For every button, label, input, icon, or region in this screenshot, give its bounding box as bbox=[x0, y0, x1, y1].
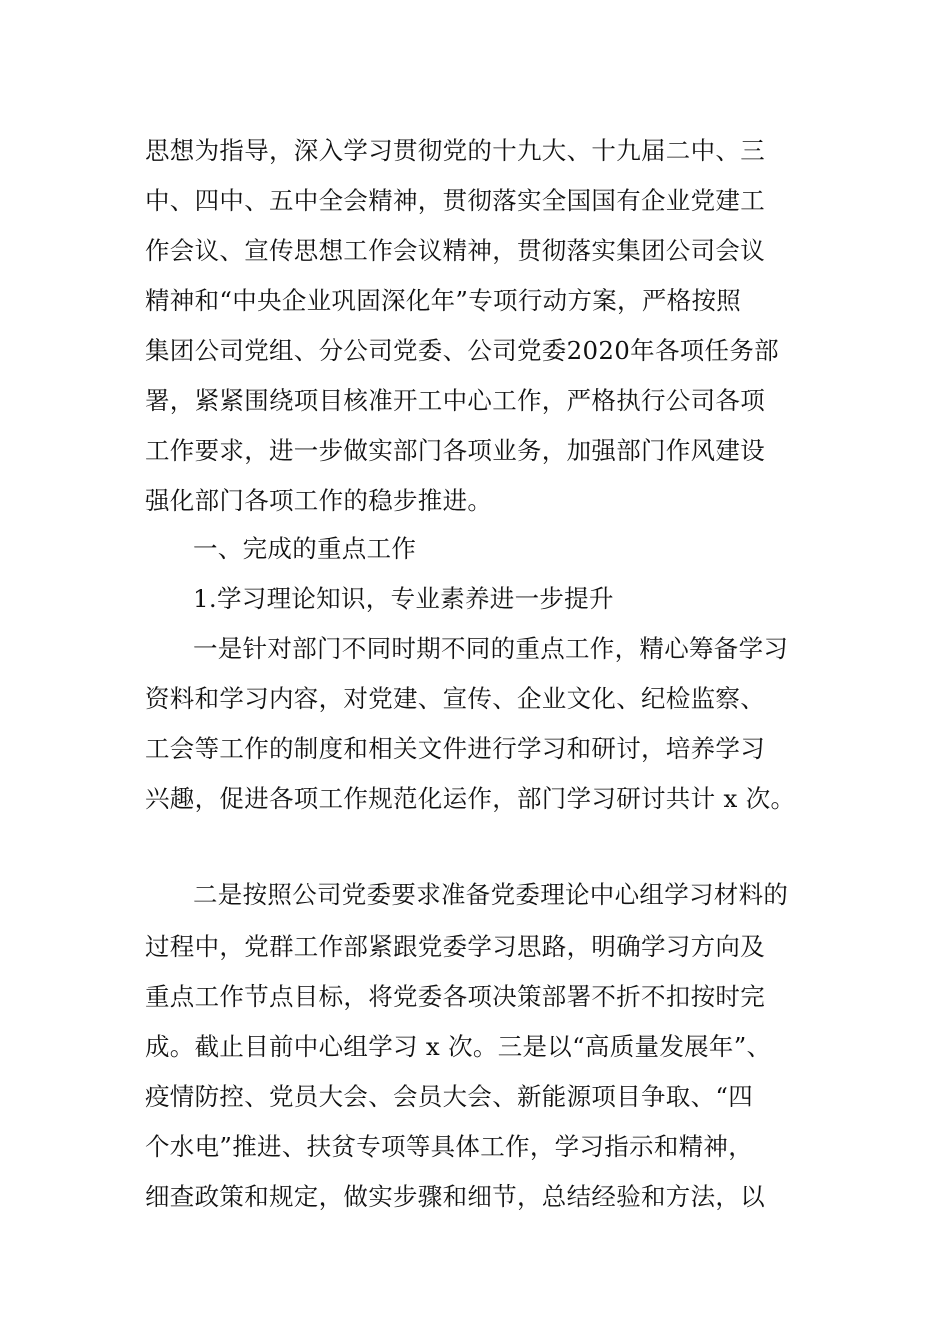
paragraph-line: 署，紧紧围绕项目核准开工中心工作，严格执行公司各项 bbox=[145, 386, 765, 415]
paragraph-line: 一是针对部门不同时期不同的重点工作，精心筹备学习 bbox=[193, 634, 789, 663]
paragraph-line: 思想为指导，深入学习贯彻党的十九大、十九届二中、三 bbox=[145, 136, 765, 165]
paragraph-line: 疫情防控、党员大会、会员大会、新能源项目争取、“四 bbox=[145, 1082, 754, 1111]
paragraph-line: 中、四中、五中全会精神，贯彻落实全国国有企业党建工 bbox=[145, 186, 765, 215]
paragraph-line: 重点工作节点目标，将党委各项决策部署不折不扣按时完 bbox=[145, 982, 765, 1011]
paragraph-line: 资料和学习内容，对党建、宣传、企业文化、纪检监察、 bbox=[145, 684, 765, 713]
paragraph-line: 精神和“中央企业巩固深化年”专项行动方案，严格按照 bbox=[145, 286, 742, 315]
paragraph-line: 个水电”推进、扶贫专项等具体工作，学习指示和精神， bbox=[145, 1132, 754, 1161]
paragraph-line: 细查政策和规定，做实步骤和细节，总结经验和方法，以 bbox=[145, 1182, 765, 1211]
paragraph-line: 作会议、宣传思想工作会议精神，贯彻落实集团公司会议 bbox=[145, 236, 765, 265]
paragraph-line: 过程中，党群工作部紧跟党委学习思路，明确学习方向及 bbox=[145, 932, 765, 961]
paragraph-line: 强化部门各项工作的稳步推进。 bbox=[145, 486, 493, 515]
paragraph-line: 二是按照公司党委要求准备党委理论中心组学习材料的 bbox=[193, 880, 789, 909]
section-heading: 一、完成的重点工作 bbox=[193, 534, 417, 563]
subsection-heading: 1.学习理论知识，专业素养进一步提升 bbox=[193, 584, 614, 613]
paragraph-line: 工作要求，进一步做实部门各项业务，加强部门作风建设 bbox=[145, 436, 765, 465]
paragraph-line: 工会等工作的制度和相关文件进行学习和研讨，培养学习 bbox=[145, 734, 765, 763]
paragraph-line: 成。截止目前中心组学习 x 次。三是以“高质量发展年”、 bbox=[145, 1032, 772, 1061]
paragraph-line: 集团公司党组、分公司党委、公司党委2020年各项任务部 bbox=[145, 336, 779, 365]
paragraph-line: 兴趣，促进各项工作规范化运作，部门学习研讨共计 x 次。 bbox=[145, 784, 796, 813]
